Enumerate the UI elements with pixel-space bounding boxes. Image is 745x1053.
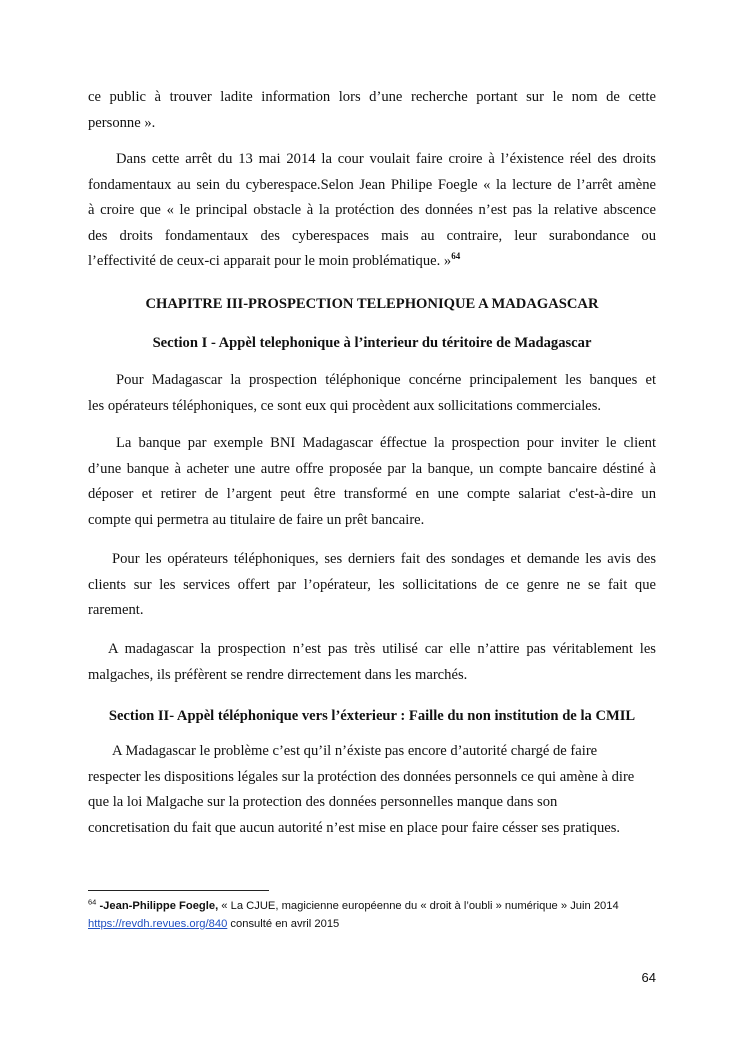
text-line: que la loi Malgache sur la protection des données personnelles manque dans son [88,794,558,811]
text-line: Pour Madagascar la prospection téléphonique concérne principalement les banques et [116,372,656,388]
paragraph-continuation [88,85,656,136]
text-line: A madagascar la prospection n’est pas très utilisé car elle n’attire pas véritablement les [108,641,656,657]
footnote-separator [88,890,269,891]
text-line: Pour les opérateurs téléphoniques, ses derniers fait des sondages et demande les avis des [112,551,656,567]
footnote-author: -Jean-Philippe Foegle, [96,900,219,912]
text-line: concretisation du fait que aucun autorité n’est mise en place pour faire césser ses pratiques. [88,819,621,836]
section-1-heading: Section I - Appèl telephonique à l’interieur du téritoire de Madagascar [152,335,592,351]
text-line: les opérateurs téléphoniques, ce sont eux qui procèdent aux sollicitations commerciales. [88,397,602,414]
footnote-title: « La CJUE, magicienne européenne du « droit à l’oubli » numérique » Juin 2014 [218,900,619,912]
chapter-heading: CHAPITRE III-PROSPECTION TELEPHONIQUE A MADAGASCAR [145,296,599,312]
paragraph-banque-bni [88,431,656,533]
text-line-with-footnote [88,249,656,275]
text-line: l’effectivité de ceux-ci apparait pour le moin problématique. » [88,253,452,270]
text-line: malgaches, ils préfèrent se rendre dirrectement dans les marchés. [88,666,468,683]
text-line: fondamentaux au sein du cyberespace.Selon Jean Philipe Foegle « la lecture de l’arrêt amène [88,176,656,193]
paragraph-operateurs [88,547,656,624]
footnote-number: 64 [88,897,97,907]
footnote [88,897,656,933]
text-line: rarement. [88,602,144,619]
text-line: compte qui permetra au titulaire de faire un prêt bancaire. [88,511,425,528]
footnote-reference[interactable]: 64 [451,251,461,262]
paragraph-arret-cjue [88,147,656,275]
text-line: La banque par exemple BNI Madagascar éffectue la prospection pour inviter le client [116,435,656,451]
text-line: déposer et retirer de l’argent peut être transformé en une compte salariat c'est-à-dire un [88,486,656,503]
text-line: A Madagascar le problème c’est qu’il n’éxiste pas encore d’autorité chargé de faire [112,743,598,759]
text-line: des droits fondamentaux des cyberespaces mais au contraire, leur surabondance ou [88,227,656,244]
page-number: 64 [641,970,656,985]
section-2-heading: Section II- Appèl téléphonique vers l’éxterieur : Faille du non institution de la CMIL [108,708,636,724]
footnote-consulted: consulté en avril 2015 [227,918,340,930]
text-line: personne ». [88,114,156,131]
text-line: ce public à trouver ladite information lors d’une recherche portant sur le nom de cette [88,89,656,105]
paragraph-prospection-intro [88,368,656,419]
text-line: d’une banque à acheter une autre offre proposée par la banque, un compte bancaire déstiné à [88,460,656,477]
text-line: Dans cette arrêt du 13 mai 2014 la cour voulait faire croire à l’éxistence réel des droits [116,151,656,167]
paragraph-autorite [88,739,656,841]
footnote-link[interactable]: https://revdh.revues.org/840 [88,918,228,930]
paragraph-madagascar-prospection [88,637,656,688]
text-line: à croire que « le principal obstacle à la protéction des données n’est pas la relative abscence [88,202,656,219]
text-line: clients sur les services offert par l’opérateur, les sollicitations de ce genre ne se fait que [88,576,656,593]
text-line: respecter les dispositions légales sur la protéction des données personnels ce qui amène à dire [88,768,635,785]
